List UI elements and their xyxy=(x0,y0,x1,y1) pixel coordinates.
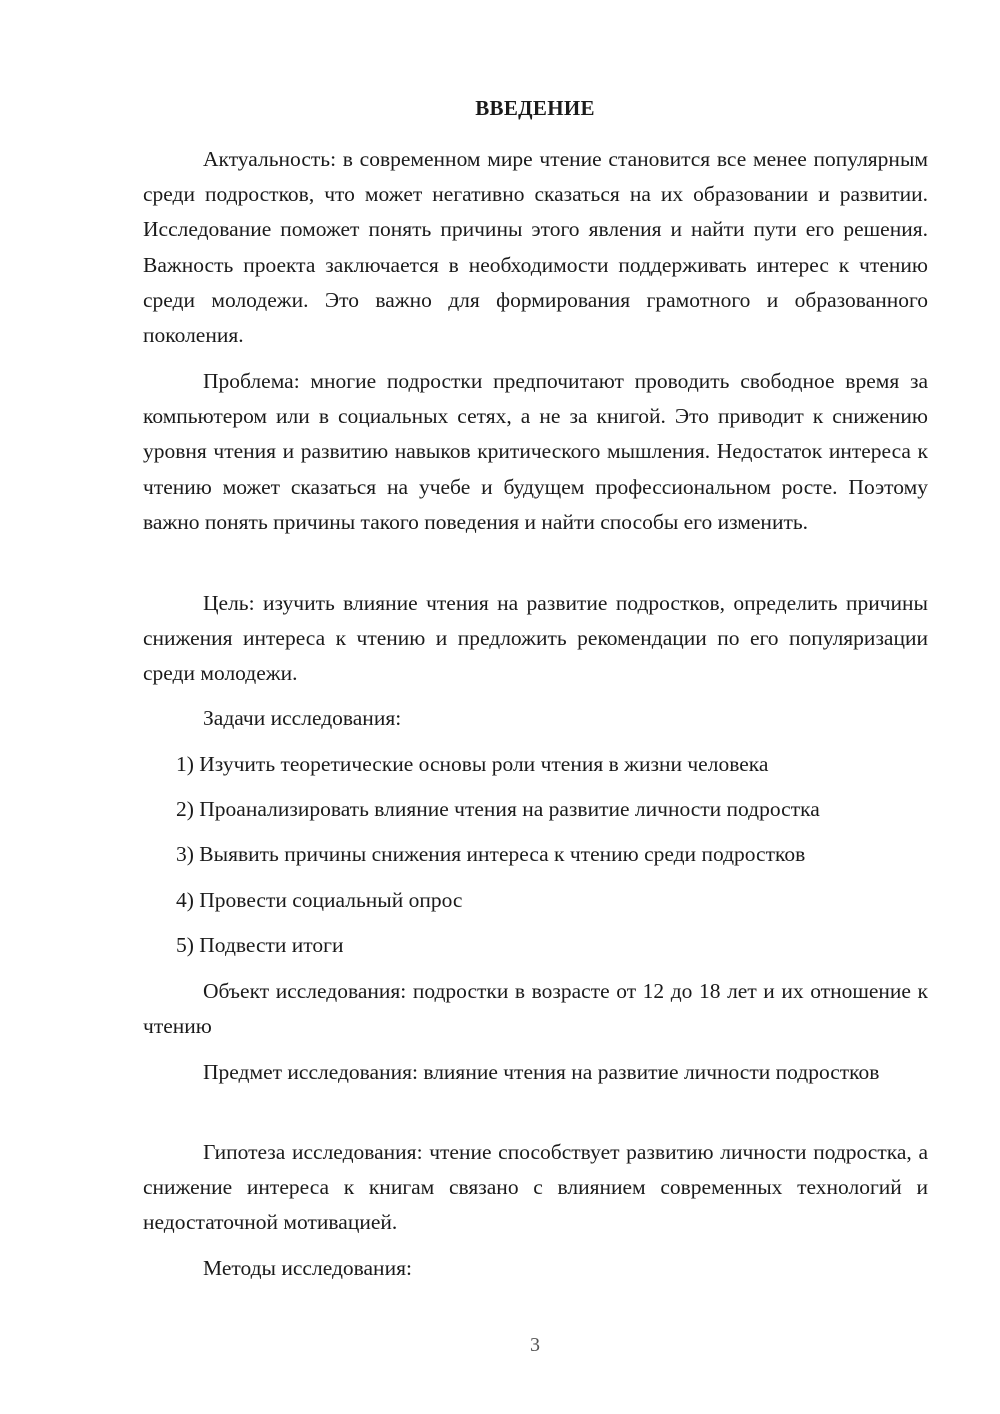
goal-text: Цель: изучить влияние чтения на развитие подростков, определить причины снижения интереса к чтению и предложить рекомендации по его популяризации среди молодежи. xyxy=(143,591,928,686)
task-item-5: 5) Подвести итоги xyxy=(176,933,344,957)
problem-paragraph xyxy=(143,364,928,540)
task-item-3: 3) Выявить причины снижения интереса к чтению среди подростков xyxy=(176,842,806,866)
tasks-title: Задачи исследования: xyxy=(203,706,402,730)
hypothesis-paragraph xyxy=(143,1135,928,1241)
relevance-text: Актуальность: в современном мире чтение становится все менее популярным среди подростков, что может негативно сказаться на их образовании и развитии. Исследование поможет понять причины этого явления и найти пути его решения. Важность проекта заключается в необходимости поддерживать интерес к чтению среди молодежи. Это важно для формирования грамотного и образованного поколения. xyxy=(143,147,928,348)
object-text: Объект исследования: подростки в возрасте от 12 до 18 лет и их отношение к чтению xyxy=(143,979,928,1039)
task-item-1: 1) Изучить теоретические основы роли чтения в жизни человека xyxy=(176,752,769,776)
relevance-paragraph xyxy=(143,142,928,353)
task-item-2: 2) Проанализировать влияние чтения на развитие личности подростка xyxy=(176,797,820,821)
problem-text: Проблема: многие подростки предпочитают проводить свободное время за компьютером или в социальных сетях, а не за книгой. Это приводит к снижению уровня чтения и развитию навыков критического мышления. Недостаток интереса к чтению может сказаться на учебе и будущем профессиональном росте. Поэтому важно понять причины такого поведения и найти способы его изменить. xyxy=(143,369,928,534)
subject-text: Предмет исследования: влияние чтения на развитие личности подростков xyxy=(203,1060,880,1084)
methods-title: Методы исследования: xyxy=(203,1256,412,1280)
hypothesis-text: Гипотеза исследования: чтение способствует развитию личности подростка, а снижение интереса к книгам связано с влиянием современных технологий и недостаточной мотивацией. xyxy=(143,1140,928,1235)
section-heading: ВВЕДЕНИЕ xyxy=(475,96,595,120)
task-item-4: 4) Провести социальный опрос xyxy=(176,888,463,912)
object-paragraph xyxy=(143,974,928,1044)
page-number: 3 xyxy=(530,1334,540,1356)
goal-paragraph xyxy=(143,586,928,692)
subject-paragraph xyxy=(143,1055,928,1090)
